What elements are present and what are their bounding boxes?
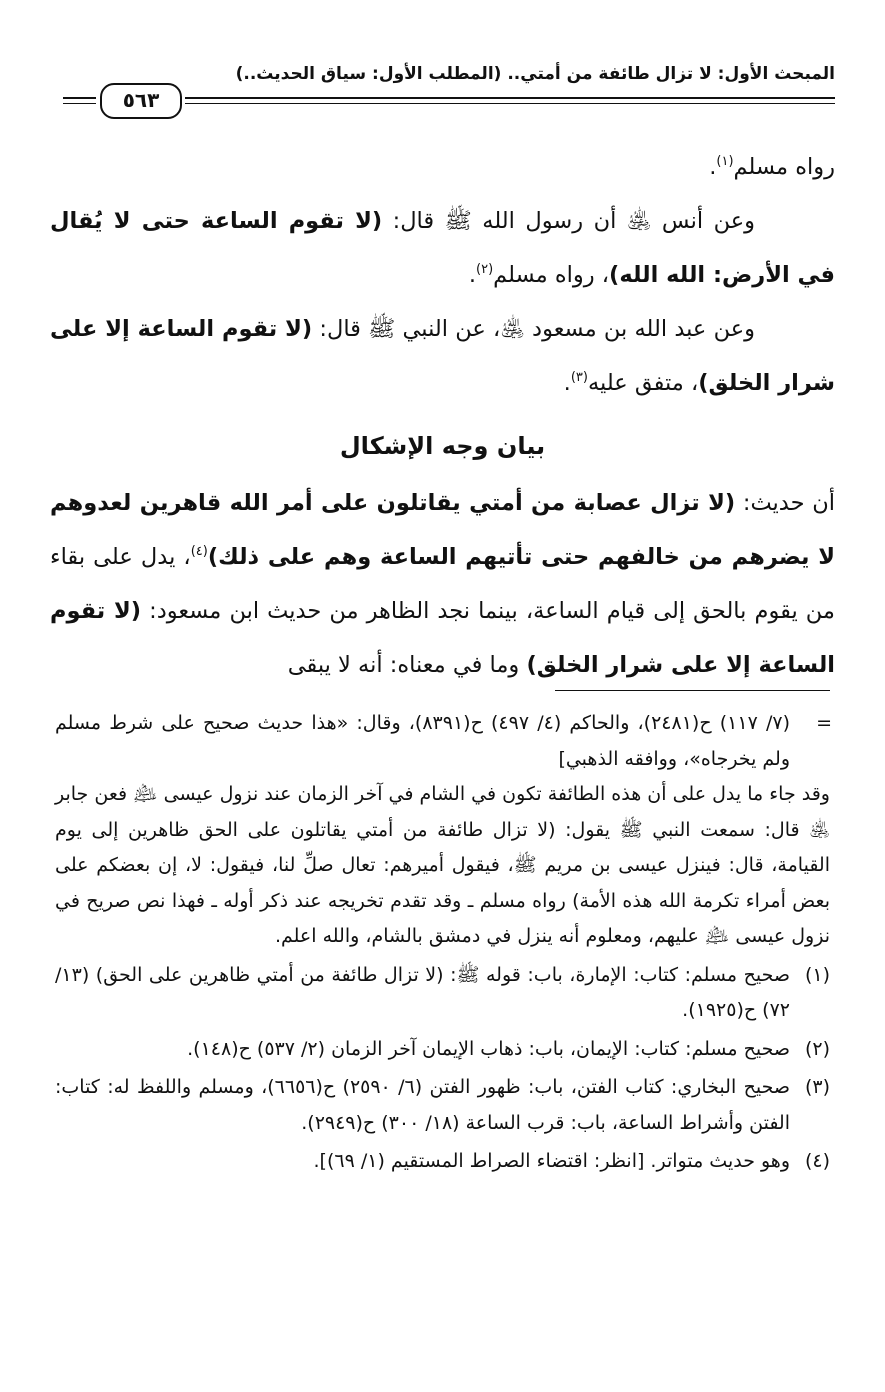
footnote-text: صحيح مسلم: كتاب: الإمارة، باب: قوله ﷺ: (لا تزال طائفة من أمتي ظاهرين على الحق) (١٣/ ٧٢) ح(١٩٢٥).	[55, 963, 790, 1021]
paragraph-2: وعن أنس ﵁ أن رسول الله ﷺ قال: (لا تقوم الساعة حتى لا يُقال في الأرض: الله الله)، رواه مسلم$^{(٢)}$.	[50, 208, 835, 288]
footnote-text: صحيح مسلم: كتاب: الإيمان، باب: ذهاب الإيمان آخر الزمان (٢/ ٥٣٧) ح(١٤٨).	[187, 1037, 790, 1060]
continuation-mark: =	[816, 712, 832, 734]
paragraph-1: رواه مسلم$^{(١)}$.	[709, 154, 835, 180]
footnote-number: (٤)	[804, 1150, 830, 1172]
header-rule-short	[63, 97, 96, 104]
hadith-quote: (لا تقوم الساعة إلا على شرار الخلق)	[50, 598, 835, 678]
hadith-quote: (لا تزال عصابة من أمتي يقاتلون على أمر الله قاهرين لعدوهم لا يضرهم من خالفهم حتى تأتيهم الساعة وهم على ذلك)	[50, 490, 835, 570]
footnote-text: صحيح البخاري: كتاب الفتن، باب: ظهور الفتن (٦/ ٢٥٩٠) ح(٦٦٥٦)، ومسلم واللفظ له: كتاب: الفتن وأشراط الساعة، باب: قرب الساعة (١٨/ ٣٠٠) ح(٢٩٤٩).	[55, 1076, 790, 1134]
footnotes	[55, 706, 830, 1180]
paragraph-3: وعن عبد الله بن مسعود ﵁، عن النبي ﷺ قال: (لا تقوم الساعة إلا على شرار الخلق)، متفق عليه$^{(٣)}$.	[50, 316, 835, 396]
footnote-text: وهو حديث متواتر. [انظر: اقتضاء الصراط المستقيم (١/ ٦٩)].	[313, 1150, 790, 1172]
footnote-number: (١)	[804, 963, 830, 986]
footnote-2	[55, 1032, 830, 1068]
footnote-ref: (١)	[716, 154, 734, 169]
footnote-number: (٣)	[804, 1076, 830, 1098]
section-heading: بيان وجه الإشكال	[339, 432, 546, 460]
page-number: ٥٦٣	[100, 83, 182, 119]
hadith-quote: (لا تقوم الساعة حتى لا يُقال في الأرض: الله الله)	[50, 208, 835, 288]
main-text	[50, 140, 835, 692]
hadith-quote: (لا تقوم الساعة إلا على شرار الخلق)	[50, 316, 835, 396]
footnote-continuation: = (٧/ ١١٧) ح(٢٤٨١)، والحاكم (٤/ ٤٩٧) ح(٨٣٩١)، وقال: «هذا حديث صحيح على شرط مسلم ولم يخرجاه»، ووافقه الذهبي]	[55, 706, 830, 777]
paragraph-4: أن حديث: (لا تزال عصابة من أمتي يقاتلون على أمر الله قاهرين لعدوهم لا يضرهم من خالفهم حتى تأتيهم الساعة وهم على ذلك)$^{(٤)}$، يدل على بقاء من يقوم بالحق إلى قيام الساعة، بينما نجد الظاهر من حديث ابن مسعود: (لا تقوم الساعة إلا على شرار الخلق) وما في معناه: أنه لا يبقى	[50, 490, 835, 678]
footnote-ref: (٢)	[476, 262, 494, 277]
footnote-divider	[555, 690, 830, 691]
header-rule	[185, 97, 835, 104]
footnote-1	[55, 958, 830, 1029]
footnote-ref: (٣)	[570, 370, 588, 385]
running-title: المبحث الأول: لا تزال طائفة من أمتي.. (المطلب الأول: سياق الحديث..)	[235, 64, 835, 84]
footnote-3	[55, 1070, 830, 1141]
footnote-continuation-2: وقد جاء ما يدل على أن هذه الطائفة تكون في الشام في آخر الزمان عند نزول عيسى ﵇ فعن جابر ﵁ قال: سمعت النبي ﷺ يقول: (لا تزال طائفة من أمتي يقاتلون على الحق ظاهرين إلى يوم القيامة، قال: فينزل عيسى بن مريم ﷺ، فيقول أميرهم: تعال صلِّ لنا، فيقول: لا، إن بعضكم على بعض أمراء تكرمة الله هذه الأمة) رواه مسلم ـ وقد تقدم تخريجه عند ذكر أوله ـ فهذا نص صريح في نزول عيسى ﵇ عليهم، ومعلوم أنه ينزل في دمشق بالشام، والله اعلم.	[55, 783, 830, 947]
footnote-number: (٢)	[804, 1037, 830, 1060]
footnote-ref: (٤)	[190, 544, 208, 559]
footnote-4	[55, 1144, 830, 1180]
